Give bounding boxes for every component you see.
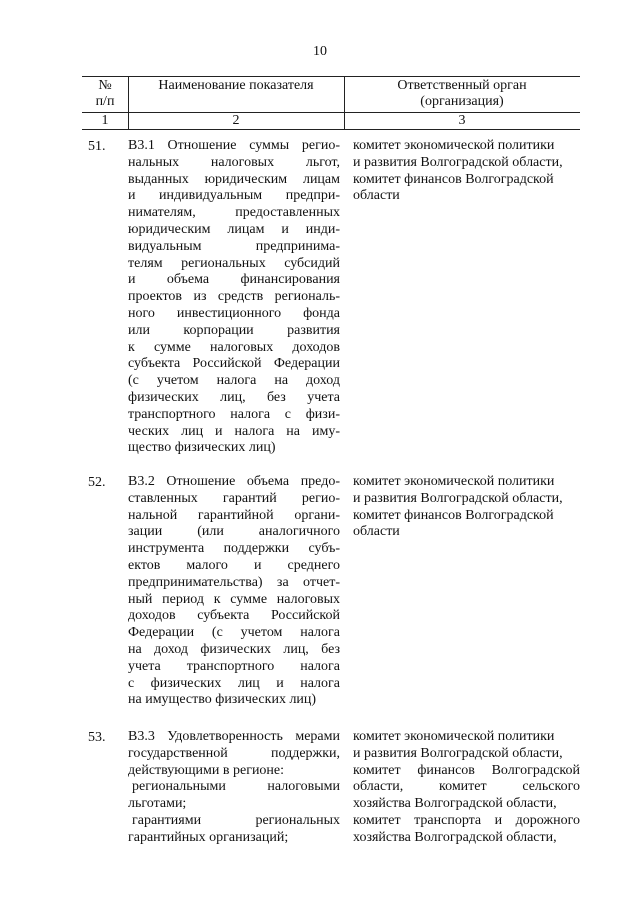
- row-number: 52.: [88, 475, 106, 490]
- text-line: на имущество физических лиц): [128, 692, 317, 708]
- text-line: комитет транспорта и дорожного: [353, 812, 580, 828]
- text-line: гарантийных организаций;: [128, 829, 289, 845]
- text-line: региональными налоговыми: [132, 779, 340, 795]
- text-line: к сумме налоговых доходов: [128, 339, 340, 355]
- col-number-2: 2: [232, 113, 240, 128]
- text-line: и развития Волгоградской области,: [353, 154, 563, 170]
- text-line: субъекта Российской Федерации: [128, 356, 340, 372]
- text-line: В3.2 Отношение объема предо-: [128, 474, 340, 489]
- text-line: комитет финансов Волгоградской: [353, 171, 554, 187]
- text-line: комитет экономической политики: [353, 474, 555, 489]
- text-line: В3.1 Отношение суммы регио-: [128, 138, 340, 153]
- text-line: щество физических лиц): [128, 440, 276, 456]
- text-line: (с учетом налога на доход: [128, 373, 340, 389]
- text-line: В3.3 Удовлетворенность мерами: [128, 729, 340, 744]
- text-line: ного инвестиционного фонда: [128, 305, 340, 321]
- text-line: комитет экономической политики: [353, 138, 555, 153]
- responsible-org: [353, 474, 580, 541]
- text-line: и объема финансирования: [128, 272, 340, 288]
- text-line: и индивидуальным предпри-: [128, 188, 340, 204]
- text-line: юридическим лицам и инди-: [128, 221, 340, 237]
- responsible-org: [353, 138, 580, 205]
- row-number: 53.: [88, 730, 106, 745]
- indicator-name: [128, 474, 340, 709]
- text-line: Федерации (с учетом налога: [128, 625, 340, 641]
- text-line: комитет экономической политики: [353, 729, 555, 744]
- text-line: льготами;: [128, 796, 187, 812]
- text-line: выданных юридическим лицам: [128, 171, 340, 187]
- header-name: [128, 78, 344, 94]
- text-line: инструмента поддержки субъ-: [128, 541, 340, 557]
- header-org: [344, 78, 580, 110]
- text-line: и развития Волгоградской области,: [353, 490, 563, 506]
- header-num-line-2: п/п: [95, 94, 115, 109]
- text-line: на доход физических лиц, без: [128, 641, 340, 657]
- text-line: или корпорации развития: [128, 322, 340, 338]
- text-line: ставленных гарантий регио-: [128, 490, 340, 506]
- text-line: с физических лиц и налога: [128, 675, 340, 691]
- text-line: государственной поддержки,: [128, 745, 340, 761]
- col-number-3: 3: [458, 113, 466, 128]
- text-line: телям региональных субсидий: [128, 255, 340, 271]
- text-line: действующими в регионе:: [128, 762, 285, 778]
- header-org-line-2: (организация): [420, 94, 504, 109]
- row-number: 51.: [88, 139, 106, 154]
- text-line: области: [353, 188, 400, 204]
- page-number: 10: [313, 44, 327, 59]
- text-line: видуальным предпринима-: [128, 238, 340, 254]
- text-line: нимателям, предоставленных: [128, 205, 340, 221]
- text-line: нальной гарантийной органи-: [128, 507, 340, 523]
- indicator-name: [128, 138, 340, 457]
- text-line: гарантиями региональных: [132, 812, 340, 828]
- text-line: доходов субъекта Российской: [128, 608, 340, 624]
- text-line: учета транспортного налога: [128, 658, 340, 674]
- col-number-1: 1: [101, 113, 109, 128]
- header-num: [82, 78, 128, 110]
- text-line: физических лиц, без учета: [128, 389, 340, 405]
- text-line: хозяйства Волгоградской области,: [353, 829, 557, 845]
- text-line: области, комитет сельского: [353, 779, 580, 795]
- header-num-line-1: №: [98, 78, 112, 93]
- text-line: предпринимательства) за отчет-: [128, 574, 340, 590]
- table-top-border: [82, 76, 580, 77]
- text-line: области: [353, 524, 400, 540]
- text-line: ческих лиц и налога на иму-: [128, 423, 340, 439]
- header-org-line-1: Ответственный орган: [397, 78, 527, 93]
- text-line: комитет финансов Волгоградской: [353, 762, 580, 778]
- text-line: и развития Волгоградской области,: [353, 745, 563, 761]
- responsible-org: [353, 729, 580, 847]
- text-line: хозяйства Волгоградской области,: [353, 796, 557, 812]
- indicator-name: [128, 729, 340, 847]
- text-line: ектов малого и среднего: [128, 557, 340, 573]
- text-line: ный период к сумме налоговых: [128, 591, 340, 607]
- text-line: проектов из средств региональ-: [128, 289, 340, 305]
- text-line: зации (или аналогичного: [128, 524, 340, 540]
- column-number-divider: [82, 129, 580, 130]
- text-line: комитет финансов Волгоградской: [353, 507, 554, 523]
- header-name-text: Наименование показателя: [158, 78, 314, 93]
- text-line: нальных налоговых льгот,: [128, 154, 340, 170]
- text-line: транспортного налога с физи-: [128, 406, 340, 422]
